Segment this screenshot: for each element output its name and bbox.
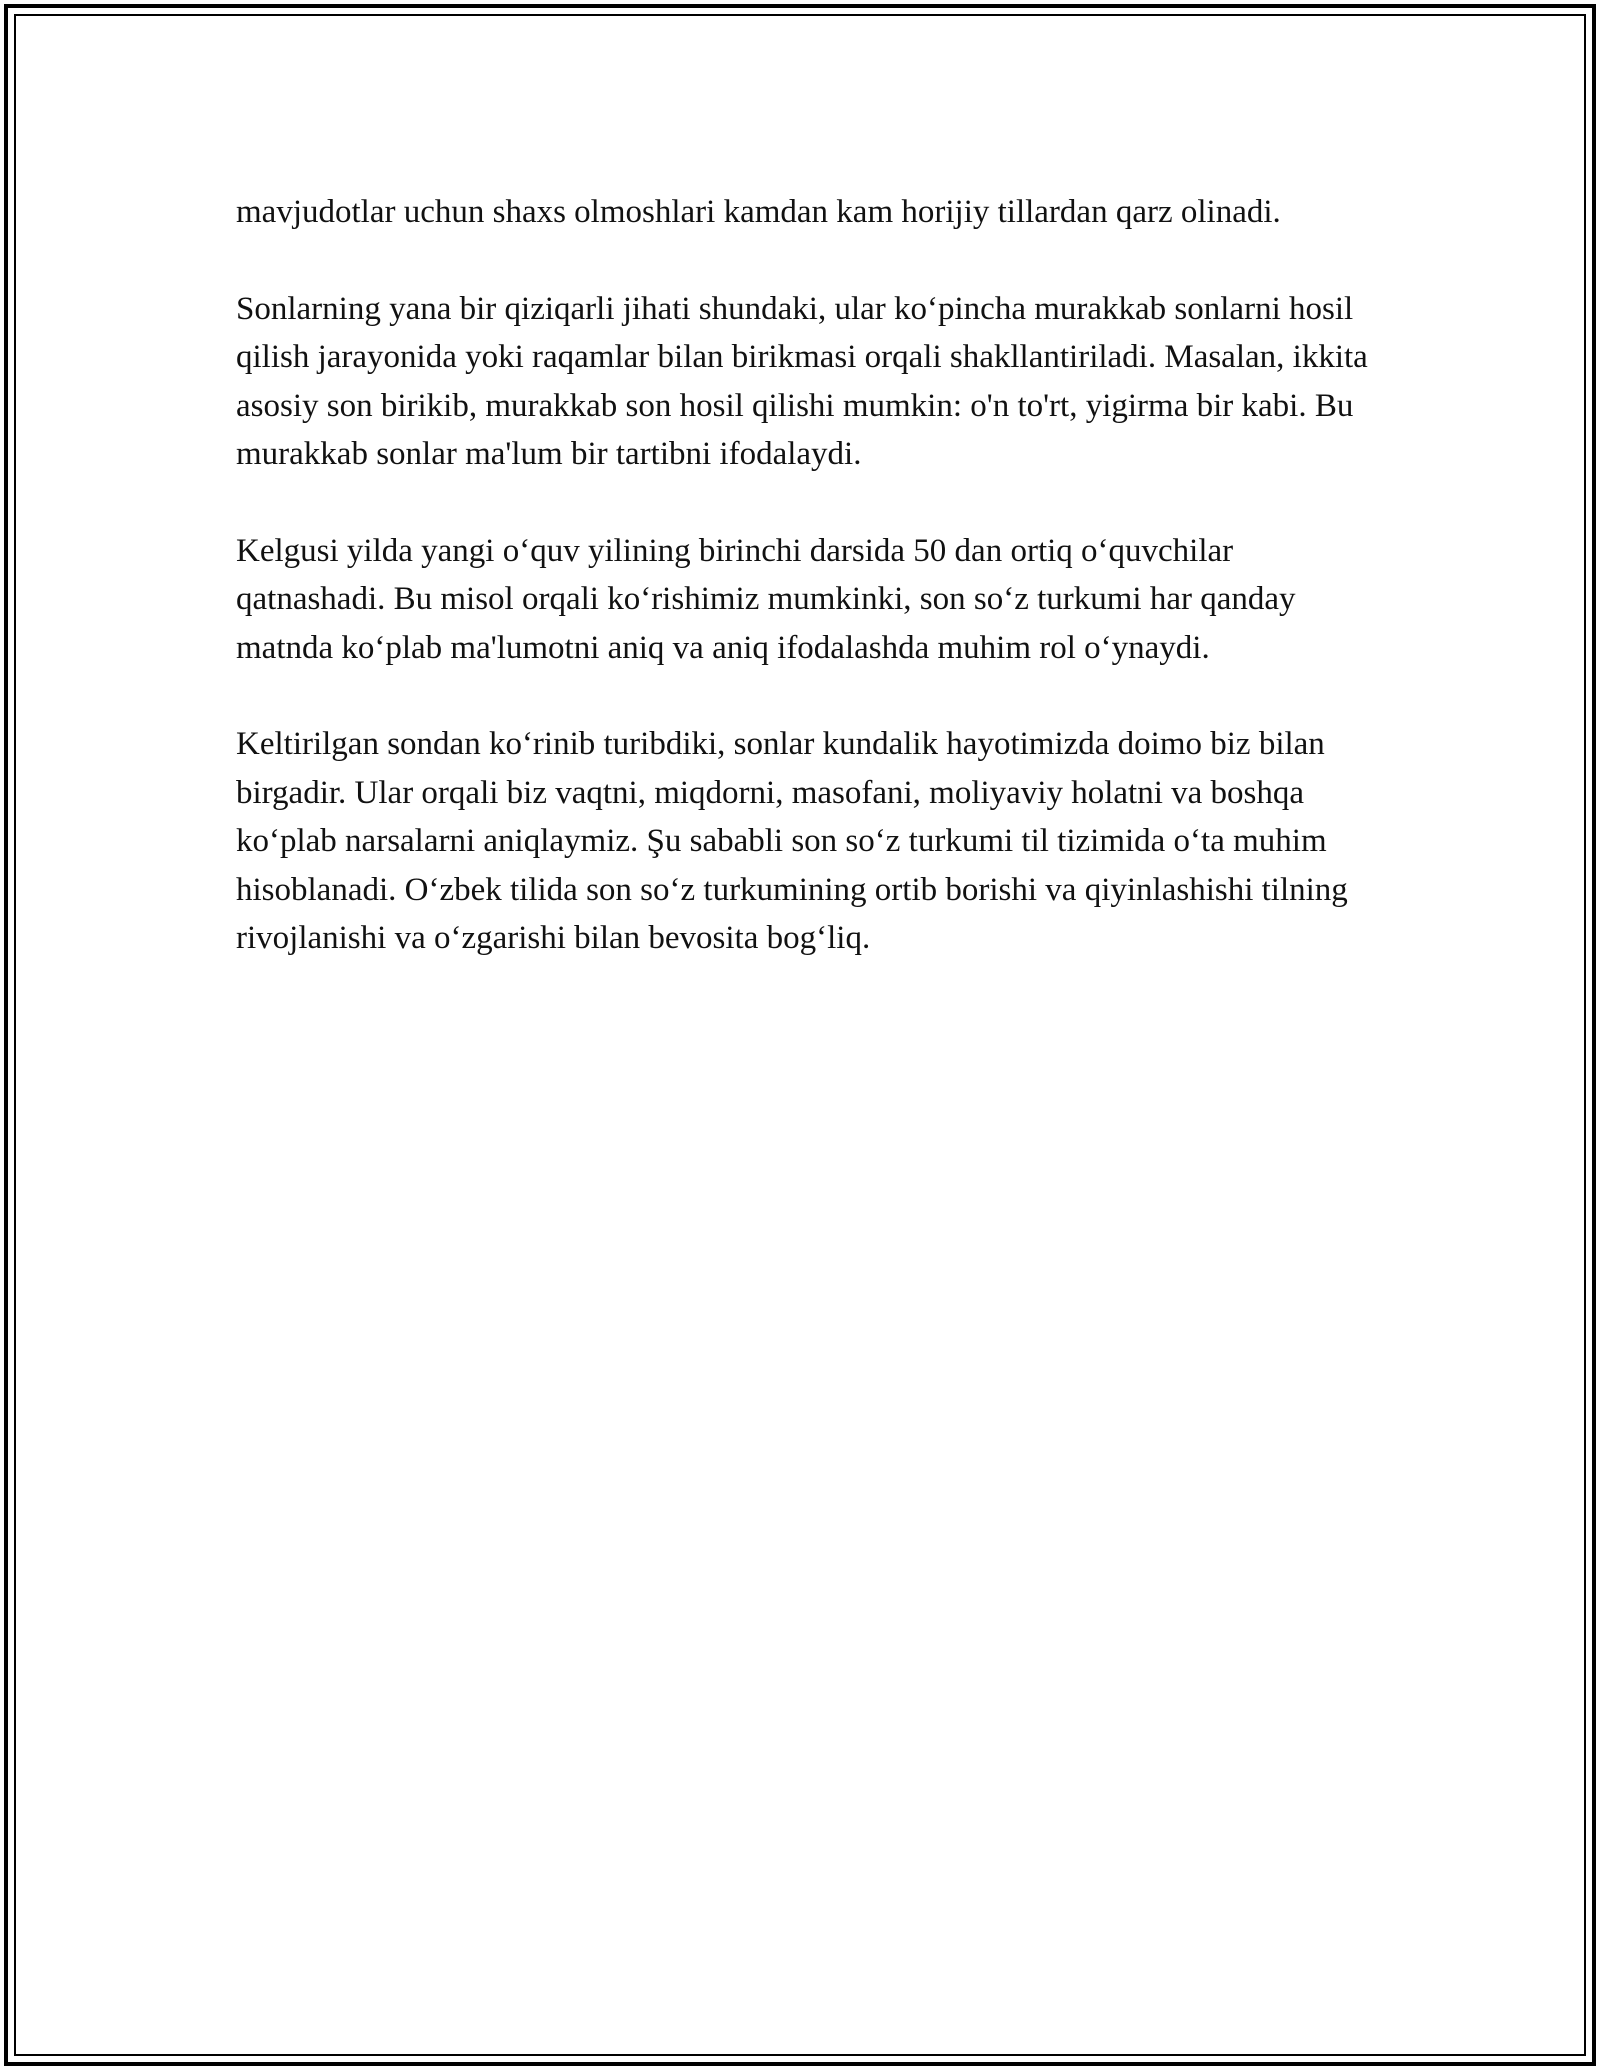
document-body bbox=[236, 188, 1376, 1011]
paragraph-4: Keltirilgan sondan ko‘rinib turibdiki, sonlar kundalik hayotimizda doimo biz bilan birgadir. Ular orqali biz vaqtni, miqdorni, masofani, moliyaviy holatni va boshqa ko‘plab narsalarni aniqlaymiz. Şu sababli son so‘z turkumi til tizimida o‘ta muhim hisoblanadi. O‘zbek tilida son so‘z turkumining ortib borishi va qiyinlashishi tilning rivojlanishi va o‘zgarishi bilan bevosita bog‘liq. bbox=[236, 726, 1348, 956]
paragraph-1: mavjudotlar uchun shaxs olmoshlari kamdan kam horijiy tillardan qarz olinadi. bbox=[236, 194, 1281, 230]
paragraph-3: Kelgusi yilda yangi o‘quv yilining birinchi darsida 50 dan ortiq o‘quvchilar qatnashadi. Bu misol orqali ko‘rishimiz mumkinki, son so‘z turkumi har qanday matnda ko‘plab ma'lumotni aniq va aniq ifodalashda muhim rol o‘ynaydi. bbox=[236, 532, 1296, 666]
paragraph-2: Sonlarning yana bir qiziqarli jihati shundaki, ular ko‘pincha murakkab sonlarni hosil qilish jarayonida yoki raqamlar bilan birikmasi orqali shakllantiriladi. Masalan, ikkita asosiy son birikib, murakkab son hosil qilishi mumkin: o'n to'rt, yigirma bir kabi. Bu murakkab sonlar ma'lum bir tartibni ifodalaydi. bbox=[236, 290, 1368, 472]
